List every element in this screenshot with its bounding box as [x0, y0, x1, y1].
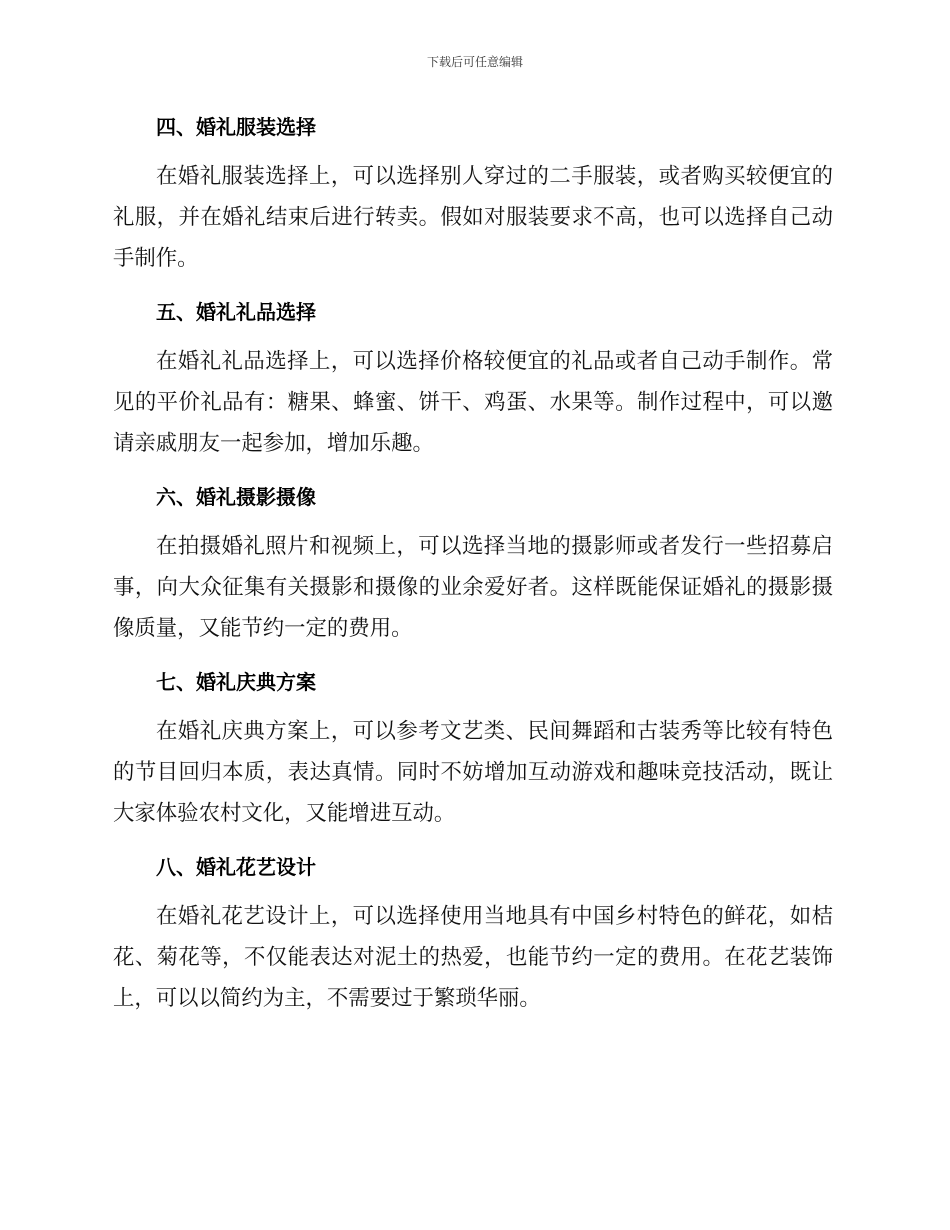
- section-heading: 四、婚礼服装选择: [156, 115, 316, 139]
- section-paragraph: 在婚礼服装选择上，可以选择别人穿过的二手服装，或者购买较便宜的礼服，并在婚礼结束后进行转卖。假如对服装要求不高，也可以选择自己动手制作。: [113, 164, 833, 271]
- section-clothing: [113, 108, 833, 279]
- page-header-note: 下载后可任意编辑: [426, 55, 523, 69]
- section-paragraph: 在婚礼庆典方案上，可以参考文艺类、民间舞蹈和古装秀等比较有特色的节目回归本质，表达真情。同时不妨增加互动游戏和趣味竞技活动，既让大家体验农村文化，又能增进互动。: [113, 719, 833, 826]
- section-heading: 七、婚礼庆典方案: [156, 670, 316, 694]
- section-heading: 六、婚礼摄影摄像: [156, 485, 316, 509]
- section-heading: 五、婚礼礼品选择: [156, 300, 316, 324]
- section-floral: [113, 848, 833, 1019]
- document-body: [113, 108, 833, 1033]
- section-paragraph: 在婚礼花艺设计上，可以选择使用当地具有中国乡村特色的鲜花，如桔花、菊花等，不仅能表达对泥土的热爱，也能节约一定的费用。在花艺装饰上，可以以简约为主，不需要过于繁琐华丽。: [113, 904, 833, 1011]
- section-heading: 八、婚礼花艺设计: [156, 855, 316, 879]
- section-gifts: [113, 293, 833, 464]
- section-ceremony: [113, 663, 833, 834]
- section-photography: [113, 478, 833, 649]
- section-paragraph: 在拍摄婚礼照片和视频上，可以选择当地的摄影师或者发行一些招募启事，向大众征集有关摄影和摄像的业余爱好者。这样既能保证婚礼的摄影摄像质量，又能节约一定的费用。: [113, 534, 833, 641]
- section-paragraph: 在婚礼礼品选择上，可以选择价格较便宜的礼品或者自己动手制作。常见的平价礼品有：糖果、蜂蜜、饼干、鸡蛋、水果等。制作过程中，可以邀请亲戚朋友一起参加，增加乐趣。: [113, 349, 833, 456]
